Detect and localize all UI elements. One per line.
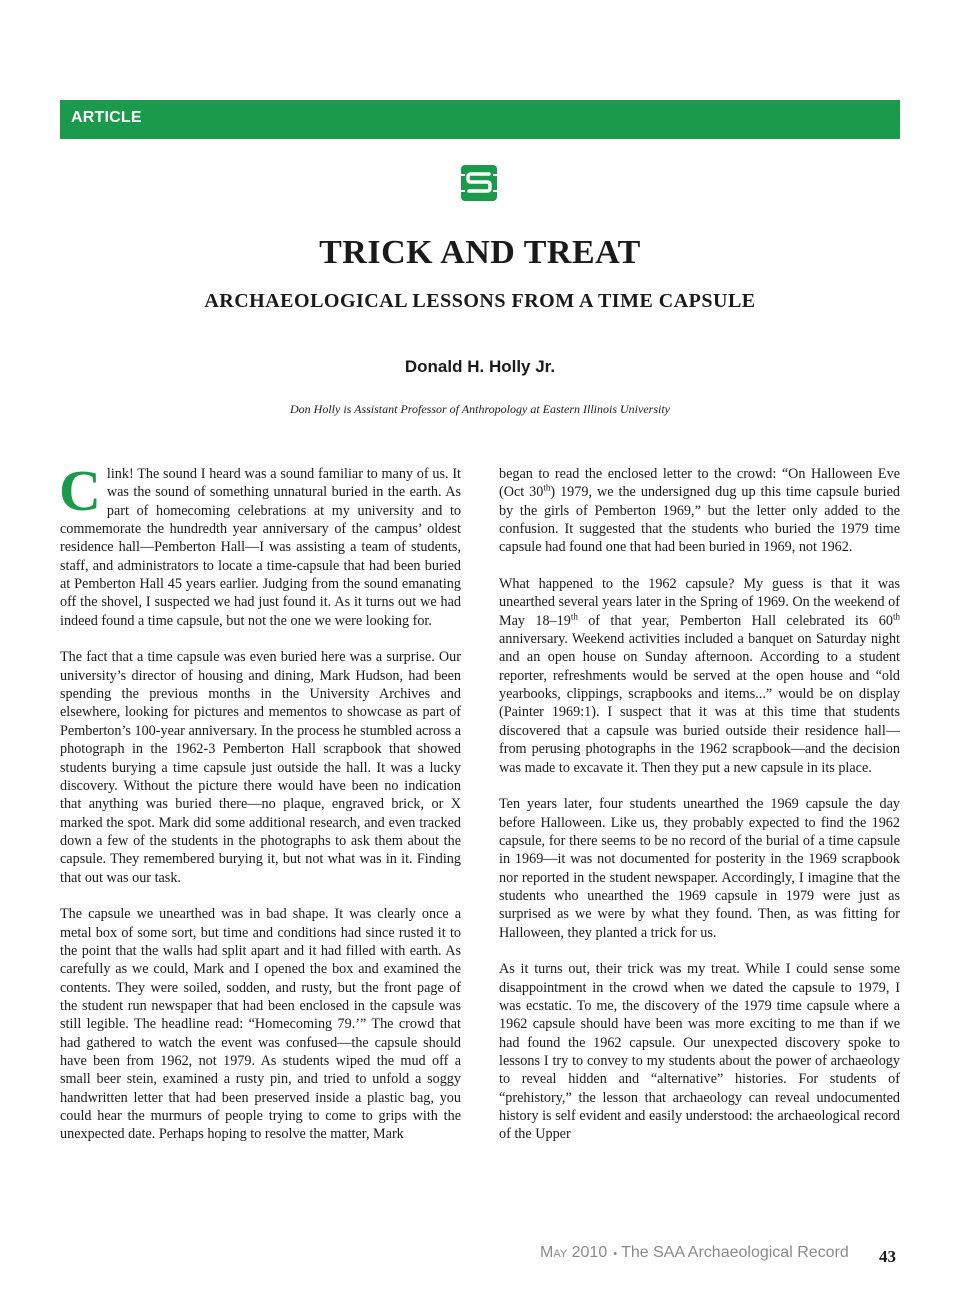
paragraph-5-text-c: anniversary. Weekend activities included a banquet on Saturday night and an open house on Sunday afternoon. According to a student reporter, refreshments would be served at the open house and “old yearbooks, clippings, scrapbooks and items...” would be on display (Painter 1969:1). I suspect that it was at this time that students discovered that a capsule was buried outside their residence hall—from perusing photographs in the 1962 scrapbook—and the decision was made to excavate it. Then they put a new capsule in its place. [499,631,900,776]
page-footer [540,1244,849,1262]
paragraph-4-text-a: began to read the enclosed letter to the crowd: “On Halloween Eve (Oct 30 [499,466,900,501]
paragraph-5-text-b: of that year, Pemberton Hall celebrated its 60 [577,612,893,629]
footer-date: May 2010 [540,1244,608,1261]
paragraph-3: The capsule we unearthed was in bad shape. It was clearly once a metal box of some sort, but time and conditions had since rusted it to the point that the walls had split apart and it had filled with earth. As carefully as we could, Mark and I opened the box and examined the contents. They were soiled, sodden, and rusty, but the front page of the student run newspaper that had been enclosed in the capsule was still legible. The headline read: “Homecoming 79.’” The crowd that had gathered to watch the event was confused—the capsule should have been from 1962, not 1979. As students wiped the mud off a small beer stein, examined a rusty pin, and tried to unfold a soggy handwritten letter that had been preserved inside a plastic bag, you could hear the murmurs of people trying to come to grips with the unexpected date. Perhaps hoping to resolve the matter, Mark [60,906,461,1143]
article-subtitle: ARCHAEOLOGICAL LESSONS FROM A TIME CAPSULE [204,290,756,312]
paragraph-1 [59,458,461,630]
footer-publication: The SAA Archaeological Record [621,1244,849,1261]
paragraph-4 [499,465,900,557]
body-column-right [499,465,900,1162]
section-banner [60,100,900,139]
author-affiliation: Don Holly is Assistant Professor of Anthropology at Eastern Illinois University [290,402,670,416]
footer-bullet: • [613,1248,618,1260]
paragraph-2: The fact that a time capsule was even buried here was a surprise. Our university’s director of housing and dining, Mark Hudson, had been spending the previous months in the University Archives and elsewhere, looking for pictures and mementos to showcase as part of Pemberton’s 100-year anniversary. In the process he stumbled across a photograph in the 1962-3 Pemberton Hall scrapbook that showed students burying a time capsule just outside the hall. It was a lucky discovery. Without the picture there would have been no indication that anything was buried there—no plaque, engraved brick, or X marked the spot. Mark did some additional research, and even tracked down a few of the students in the photographs to ask them about the capsule. They remembered burying it, but not what was in it. Finding that out was our task. [60,649,461,886]
section-label: ARTICLE [71,109,142,126]
paragraph-4-text-b: ) 1979, we the undersigned dug up this time capsule buried by the girls of Pemberton 1969,” but the letter only added to the confusion. It suggested that the students who buried the 1979 time capsule had found one that had been buried in 1969, not 1962. [499,484,900,556]
superscript: th [570,611,578,622]
article-title: TRICK AND TREAT [319,234,641,271]
paragraph-5-text-a: What happened to the 1962 capsule? My guess is that it was unearthed several years later in the Spring of 1969. On the weekend of May 18–19 [499,576,900,629]
author-name: Donald H. Holly Jr. [404,357,556,376]
paragraph-1-text: link! The sound I heard was a sound familiar to many of us. It was the sound of something unnatural buried in the earth. As part of homecoming celebrations at my university and to commemorate the hundredth year anniversary of the campus’ oldest residence hall—Pemberton Hall—I was assisting a team of students, staff, and administrators to locate a time-capsule that had been buried at Pemberton Hall 45 years earlier. Judging from the sound emanating off the shovel, I suspected we had just found it. As it turns out we had indeed found a time capsule, but not the one we were looking for. [60,466,461,629]
body-column-left [59,458,461,1162]
paragraph-6: Ten years later, four students unearthed the 1969 capsule the day before Halloween. Like us, they probably expected to find the 1962 capsule, for there seems to be no record of the burial of a time capsule in 1969—it was not documented for posterity in the 1969 scrapbook nor reported in the student newspaper. Accordingly, I imagine that the students who unearthed the 1969 capsule in 1979 were just as surprised as we were by what they found. Then, as was fitting for Halloween, they planted a trick for us. [499,796,900,941]
page-number: 43 [879,1247,896,1266]
superscript: th [892,611,900,622]
drop-cap: C [59,458,101,523]
saa-logo-icon [459,163,499,203]
superscript: th [543,482,551,493]
paragraph-5 [499,575,900,777]
paragraph-7: As it turns out, their trick was my treat. While I could sense some disappointment in the crowd when we dated the capsule to 1979, I was ecstatic. To me, the discovery of the 1979 time capsule where a 1962 capsule should have been was more exciting to me than if we had found the 1962 capsule. Our unexpected discovery spoke to lessons I try to convey to my students about the power of archaeology to reveal hidden and “alternative” histories. For students of “prehistory,” the lesson that archaeology can reveal undocumented history is self evident and easily understood: the archaeological record of the Upper [499,961,900,1143]
